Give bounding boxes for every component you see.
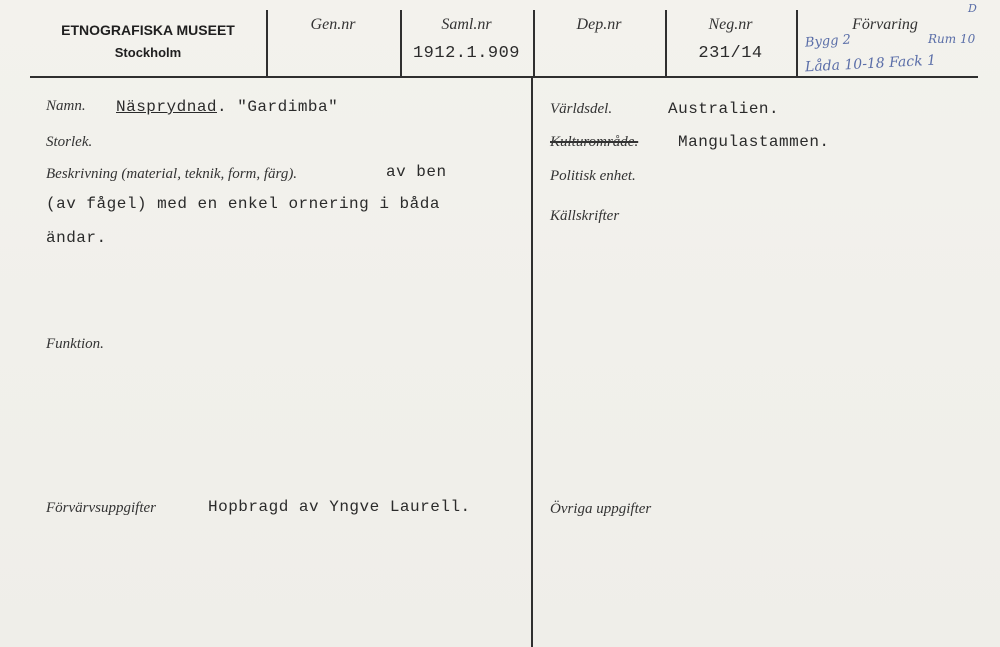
gen-nr-label: Gen.nr: [310, 16, 356, 33]
header-rule: [30, 76, 978, 78]
forvarv-value: Hopbragd av Yngve Laurell.: [208, 498, 471, 516]
beskrivning-line2: (av fågel) med en enkel ornering i båda: [46, 195, 440, 213]
column-divider: [531, 76, 533, 647]
forvarv-label: Förvärvsuppgifter: [46, 500, 156, 516]
beskrivning-label: Beskrivning (material, teknik, form, färg).: [46, 166, 298, 182]
forvaring-hand-line1-a: Bygg 2: [804, 32, 852, 51]
museum-city: Stockholm: [114, 45, 182, 60]
politisk-label: Politisk enhet.: [550, 168, 636, 184]
beskrivning-line3: ändar.: [46, 229, 107, 247]
neg-nr-value: 231/14: [698, 44, 763, 63]
dep-nr-label: Dep.nr: [576, 16, 622, 33]
storlek-label: Storlek.: [46, 134, 93, 150]
museum-name: ETNOGRAFISKA MUSEET: [61, 22, 235, 38]
namn-value-main: Näsprydnad: [116, 98, 218, 116]
saml-nr-label: Saml.nr: [441, 16, 492, 33]
ovriga-label: Övriga uppgifter: [550, 501, 652, 517]
header-divider-5: [796, 10, 798, 76]
forvaring-label: Förvaring: [852, 16, 918, 33]
varldsdel-label: Världsdel.: [550, 101, 613, 117]
funktion-label: Funktion.: [46, 336, 104, 352]
namn-value: [116, 98, 338, 116]
saml-nr-value: 1912.1.909: [412, 44, 521, 63]
kultur-label: Kulturområde.: [550, 134, 639, 150]
neg-nr-label: Neg.nr: [708, 16, 753, 33]
varldsdel-value: Australien.: [668, 100, 780, 118]
kallskrifter-label: Källskrifter: [550, 208, 620, 224]
forvaring-hand-line1-b: Rum 10: [928, 32, 976, 46]
namn-value-alt: . "Gardimba": [217, 98, 339, 116]
beskrivning-line1: av ben: [386, 163, 447, 181]
forvaring-hand-line2: Låda 10-18 Fack 1: [804, 52, 937, 76]
namn-label: Namn.: [46, 98, 86, 114]
kultur-value: Mangulastammen.: [678, 133, 830, 151]
corner-mark: D: [968, 2, 977, 15]
